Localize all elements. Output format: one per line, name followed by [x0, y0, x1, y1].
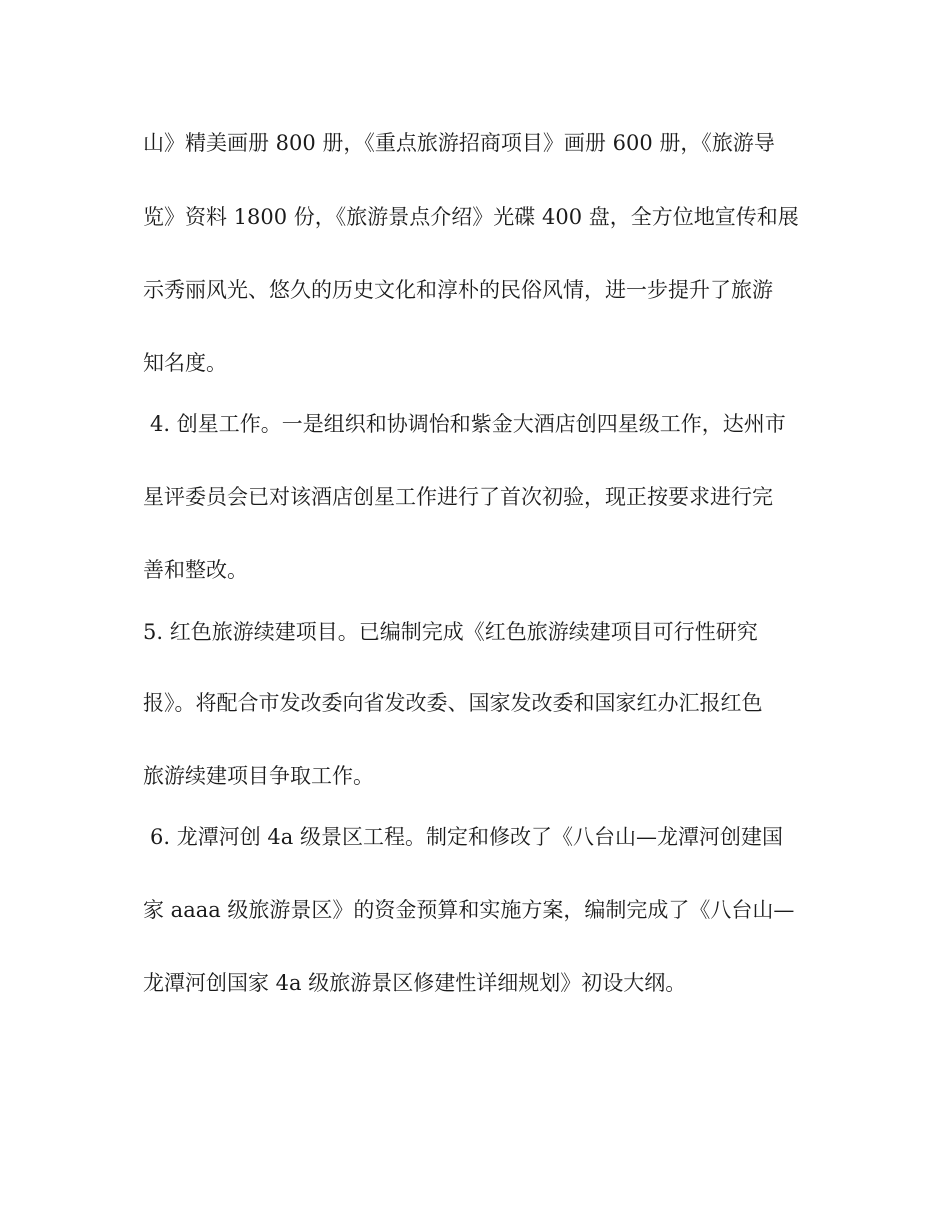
paragraph-line: 旅游续建项目争取工作。: [143, 764, 374, 788]
paragraph-line: 知名度。: [143, 351, 227, 375]
paragraph-line-item-4: 4. 创星工作。一是组织和协调怡和紫金大酒店创四星级工作，达州市: [150, 412, 786, 436]
paragraph-line-item-6: 6. 龙潭河创 4a 级景区工程。制定和修改了《八台山—龙潭河创建国: [150, 825, 783, 849]
paragraph-line: 龙潭河创国家 4a 级旅游景区修建性详细规划》初设大纲。: [143, 971, 687, 995]
paragraph-line-item-5: 5. 红色旅游续建项目。已编制完成《红色旅游续建项目可行性研究: [143, 620, 758, 644]
paragraph-line: 家 aaaa 级旅游景区》的资金预算和实施方案，编制完成了《八台山—: [143, 898, 795, 922]
paragraph-line: 山》精美画册 800 册，《重点旅游招商项目》画册 600 册，《旅游导: [143, 131, 775, 155]
paragraph-line: 报》。将配合市发改委向省发改委、国家发改委和国家红办汇报红色: [143, 691, 763, 715]
paragraph-line: 星评委员会已对该酒店创星工作进行了首次初验，现正按要求进行完: [143, 485, 773, 509]
paragraph-line: 示秀丽风光、悠久的历史文化和淳朴的民俗风情，进一步提升了旅游: [143, 278, 773, 302]
paragraph-line: 善和整改。: [143, 558, 248, 582]
paragraph-line: 览》资料 1800 份，《旅游景点介绍》光碟 400 盘，全方位地宣传和展: [143, 205, 799, 229]
